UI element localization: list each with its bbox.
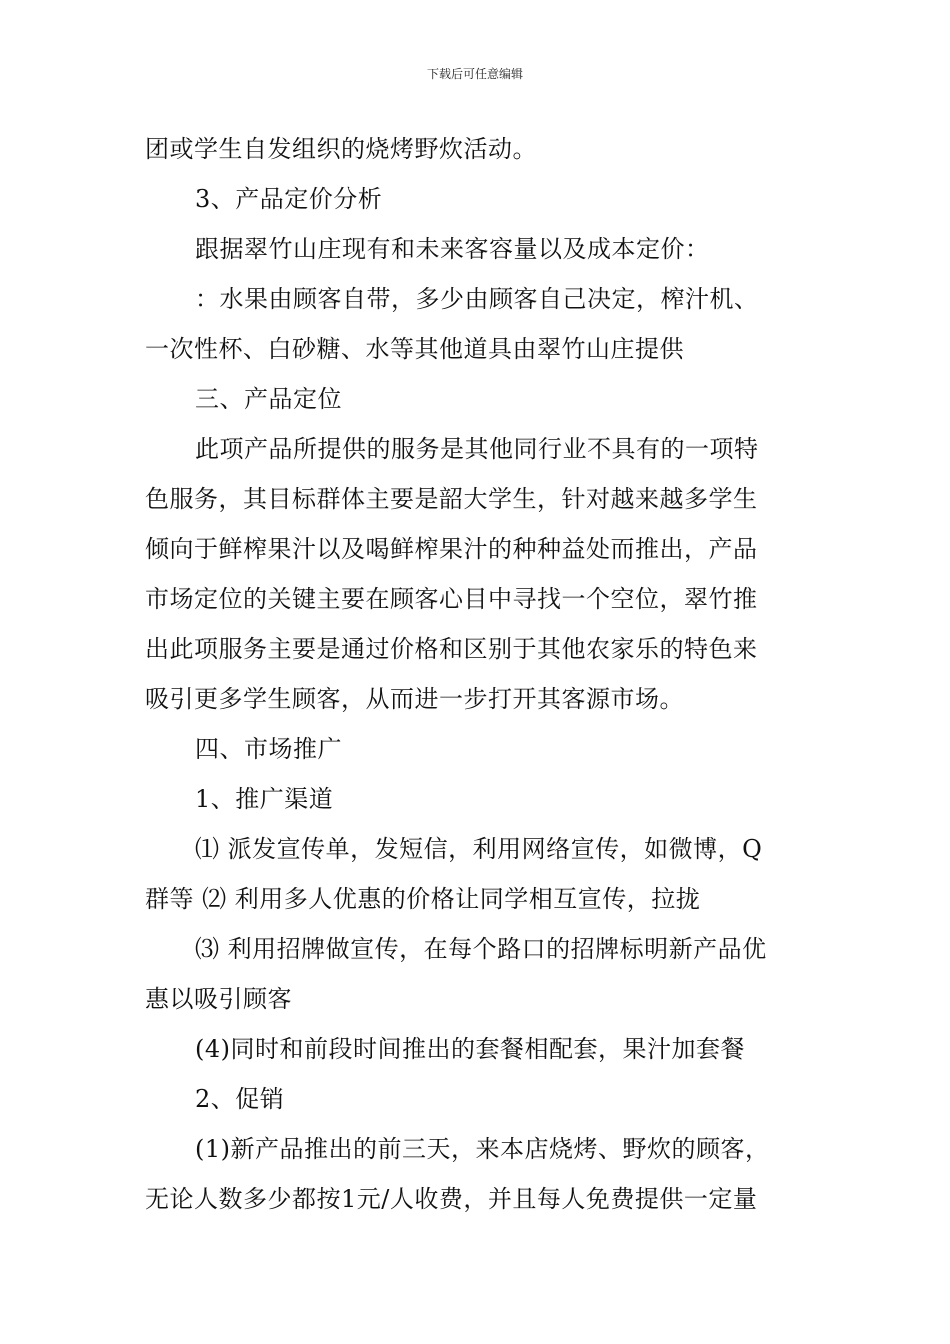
paragraph-line-22: 无论人数多少都按1元/人收费，并且每人免费提供一定量 [145,1185,758,1213]
paragraph-line-16: 群等 ⑵ 利用多人优惠的价格让同学相互宣传，拉拢 [145,885,701,913]
paragraph-line-19: (4)同时和前段时间推出的套餐相配套，果汁加套餐 [195,1035,745,1063]
subsection-heading-promotion: 2、促销 [195,1085,285,1113]
paragraph-line-18: 惠以吸引顾客 [145,985,292,1013]
paragraph-line-8: 色服务，其目标群体主要是韶大学生，针对越来越多学生 [145,485,758,513]
subsection-heading-channels: 1、推广渠道 [195,785,334,813]
page-header: 下载后可任意编辑 [426,67,523,81]
paragraph-line-12: 吸引更多学生顾客，从而进一步打开其客源市场。 [145,685,684,713]
paragraph-line-5: 一次性杯、白砂糖、水等其他道具由翠竹山庄提供 [145,335,684,363]
section-heading-product-positioning: 三、产品定位 [195,385,342,413]
paragraph-line-15: ⑴ 派发宣传单，发短信，利用网络宣传，如微博，Q [195,835,763,863]
paragraph-line-7: 此项产品所提供的服务是其他同行业不具有的一项特 [195,435,759,463]
paragraph-line-17: ⑶ 利用招牌做宣传，在每个路口的招牌标明新产品优 [195,935,767,963]
document-body [145,124,813,1224]
paragraph-line-9: 倾向于鲜榨果汁以及喝鲜榨果汁的种种益处而推出，产品 [145,535,758,563]
paragraph-line-3: 跟据翠竹山庄现有和未来客容量以及成本定价： [195,235,710,263]
paragraph-line-4: ：水果由顾客自带，多少由顾客自己决定，榨汁机、 [195,285,759,313]
paragraph-line-10: 市场定位的关键主要在顾客心目中寻找一个空位，翠竹推 [145,585,758,613]
paragraph-line-11: 出此项服务主要是通过价格和区别于其他农家乐的特色来 [145,635,758,663]
section-heading-pricing-analysis: 3、产品定价分析 [195,185,383,213]
paragraph-line-21: (1)新产品推出的前三天，来本店烧烤、野炊的顾客， [195,1135,770,1163]
section-heading-market-promotion: 四、市场推广 [195,735,342,763]
paragraph-line-1: 团或学生自发组织的烧烤野炊活动。 [145,135,537,163]
